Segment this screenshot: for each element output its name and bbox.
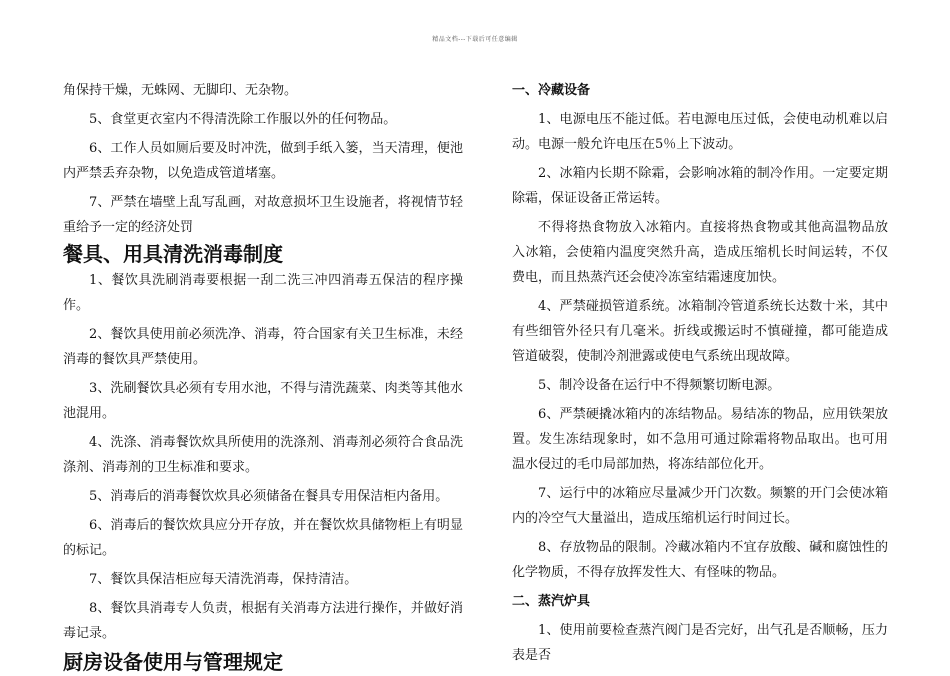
paragraph-continued: 角保持干燥，无蛛网、无脚印、无杂物。 [63, 83, 298, 98]
rule-item-5: 5、食堂更衣室内不得清洗除工作服以外的任何物品。 [89, 112, 397, 127]
refrigeration-item: 7、运行中的冰箱应尽量减少开门次数。频繁的开门会使冰箱内的冷空气大量溢出，造成压缩机运行时间过长。 [512, 486, 888, 526]
disinfection-item: 4、洗涤、消毒餐饮炊具所使用的洗涤剂、消毒剂必须符合食品洗涤剂、消毒剂的卫生标准和要求。 [63, 435, 463, 475]
steam-item: 1、使用前要检查蒸汽阀门是否完好，出气孔是否顺畅，压力表是否 [512, 623, 888, 663]
left-column [63, 78, 463, 676]
heading-tableware-disinfection: 餐具、用具清洗消毒制度 [63, 242, 283, 266]
refrigeration-item: 2、冰箱内长期不除霜，会影响冰箱的制冷作用。一定要定期除霜，保证设备正常运转。 [512, 166, 888, 206]
section-refrigeration: 一、冷藏设备 [512, 83, 591, 98]
refrigeration-item: 6、严禁硬撬冰箱内的冻结物品。易结冻的物品，应用铁架放置。发生冻结现象时，如不急用可通过除霜将物品取出。也可用温水侵过的毛巾局部加热，将冻结部位化开。 [512, 407, 888, 472]
disinfection-item: 1、餐饮具洗刷消毒要根据一刮二洗三冲四消毒五保洁的程序操作。 [63, 273, 463, 313]
disinfection-item: 8、餐饮具消毒专人负责，根据有关消毒方法进行操作，并做好消毒记录。 [63, 601, 463, 641]
section-steam-stove: 二、蒸汽炉具 [512, 594, 591, 609]
disinfection-item: 5、消毒后的消毒餐饮炊具必须储备在餐具专用保洁柜内备用。 [89, 489, 449, 504]
refrigeration-item: 不得将热食物放入冰箱内。直接将热食物或其他高温物品放入冰箱，会使箱内温度突然升高，造成压缩机长时间运转，不仅费电，而且热蒸汽还会使冷冻室结霜速度加快。 [512, 220, 888, 285]
right-column [512, 78, 888, 672]
page-header: 精品文档---下载后可任意编辑 [432, 36, 518, 43]
refrigeration-item: 1、电源电压不能过低。若电源电压过低，会使电动机难以启动。电源一般允许电压在5％上下波动。 [512, 112, 888, 152]
refrigeration-item: 8、存放物品的限制。冷藏冰箱内不宜存放酸、碱和腐蚀性的化学物质，不得存放挥发性大、有怪味的物品。 [512, 540, 888, 580]
rule-item-6: 6、工作人员如厕后要及时冲洗，做到手纸入篓，当天清理，便池内严禁丢弃杂物，以免造成管道堵塞。 [63, 141, 463, 181]
refrigeration-item: 5、制冷设备在运行中不得频繁切断电源。 [538, 378, 781, 393]
rule-item-7: 7、严禁在墙壁上乱写乱画，对故意损坏卫生设施者，将视情节轻重给予一定的经济处罚 [63, 195, 463, 235]
disinfection-item: 2、餐饮具使用前必须洗净、消毒，符合国家有关卫生标准，未经消毒的餐饮具严禁使用。 [63, 327, 463, 367]
disinfection-item: 6、消毒后的餐饮炊具应分开存放，并在餐饮炊具储物柜上有明显的标记。 [63, 518, 463, 558]
disinfection-item: 3、洗刷餐饮具必须有专用水池，不得与清洗蔬菜、肉类等其他水池混用。 [63, 381, 463, 421]
heading-kitchen-equipment: 厨房设备使用与管理规定 [63, 650, 283, 674]
disinfection-item: 7、餐饮具保洁柜应每天清洗消毒，保持清洁。 [89, 572, 358, 587]
refrigeration-item: 4、严禁碰损管道系统。冰箱制冷管道系统长达数十米，其中有些细管外径只有几毫米。折线或搬运时不慎碰撞，都可能造成管道破裂，使制冷剂泄露或使电气系统出现故障。 [512, 299, 888, 364]
